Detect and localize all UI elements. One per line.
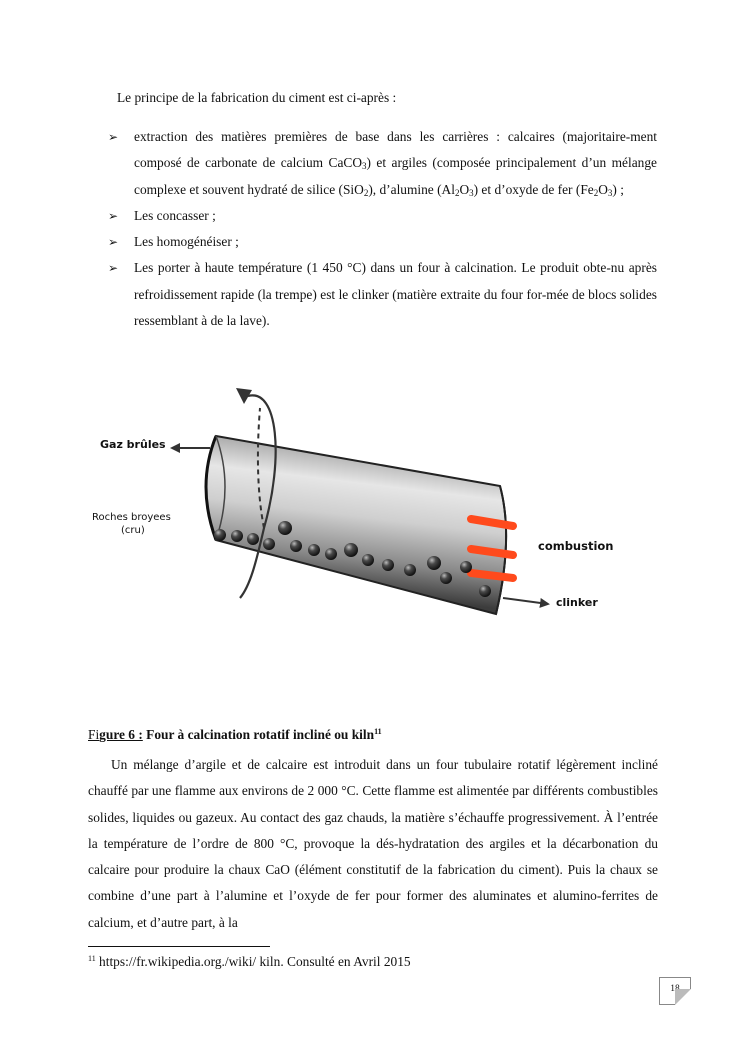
arrow-bullet-icon: ➢: [108, 130, 119, 144]
page-fold-icon: [675, 989, 691, 1005]
arrow-bullet-icon: ➢: [108, 208, 119, 223]
list-item: ➢ Les homogénéiser ;: [108, 229, 657, 255]
footnote-divider: [88, 946, 270, 947]
body-paragraph: Un mélange d’argile et de calcaire est introduit dans un four tubulaire rotatif légèrement incliné chauffé par une flamme aux environs de 2 000 °C. Cette flamme est alimentée par différents combustibles solides, liquides ou gazeux. Au contact des gaz chauds, la matière s’échauffe progressivement. À l’entrée la température de l’ordre de 800 °C, provoque la dés-hydratation des argiles et la décarbonation du calcaire pour produire la chaux CaO (élément constitutif de la fabrication du ciment). Puis la chaux se combine d’une part à l’alumine et l’oxyde de fer pour former des aluminates et alumino-ferrites de calcium, et d’autre part, à la: [88, 757, 658, 930]
list-item: ➢ Les concasser ;: [108, 203, 657, 229]
roches-label: Roches broyees: [92, 512, 171, 523]
kiln-tube: [206, 436, 506, 614]
intro-text: Le principe de la fabrication du ciment est ci-après :: [117, 90, 397, 105]
gaz-label: Gaz brûles: [100, 438, 166, 451]
list-item: ➢ extraction des matières premières de base dans les carrières : calcaires (majoritaire-ment composé de carbonate de calcium CaCO$_3$) et argiles (composée principalement d’un mélange complexe et souvent hydraté de silice (SiO$_2$), d’alumine $(Al_2O_3)$ et d’oxyde de fer $(Fe_2O_3)$ ;: [108, 124, 657, 203]
list-item: ➢ Les porter à haute température (1 450 °C) dans un four à calcination. Le produit obte-nu après refroidissement rapide (la trempe) est le clinker (matière extraite du four for-mée de blocs solides ressemblant à de la lave).: [108, 255, 657, 334]
combustion-label: combustion: [538, 539, 614, 553]
figure-caption: Figure 6 : Four à calcination rotatif incliné ou kiln$^{11}$: [88, 727, 382, 742]
kiln-diagram: [88, 378, 648, 658]
process-steps-list: [108, 124, 657, 334]
roches-sublabel: (cru): [121, 525, 145, 536]
page-number-box: [659, 977, 691, 1005]
arrow-bullet-icon: ➢: [108, 235, 119, 250]
clinker-label: clinker: [556, 596, 598, 609]
clinker-arrow: [503, 598, 548, 604]
footnote: $^{11}$ https://fr.wikipedia.org./wiki/ kiln. Consulté en Avril 2015: [88, 954, 411, 969]
page-number: 18: [670, 984, 680, 994]
rotary-kiln-figure: [88, 378, 648, 658]
arrow-bullet-icon: ➢: [108, 261, 119, 276]
